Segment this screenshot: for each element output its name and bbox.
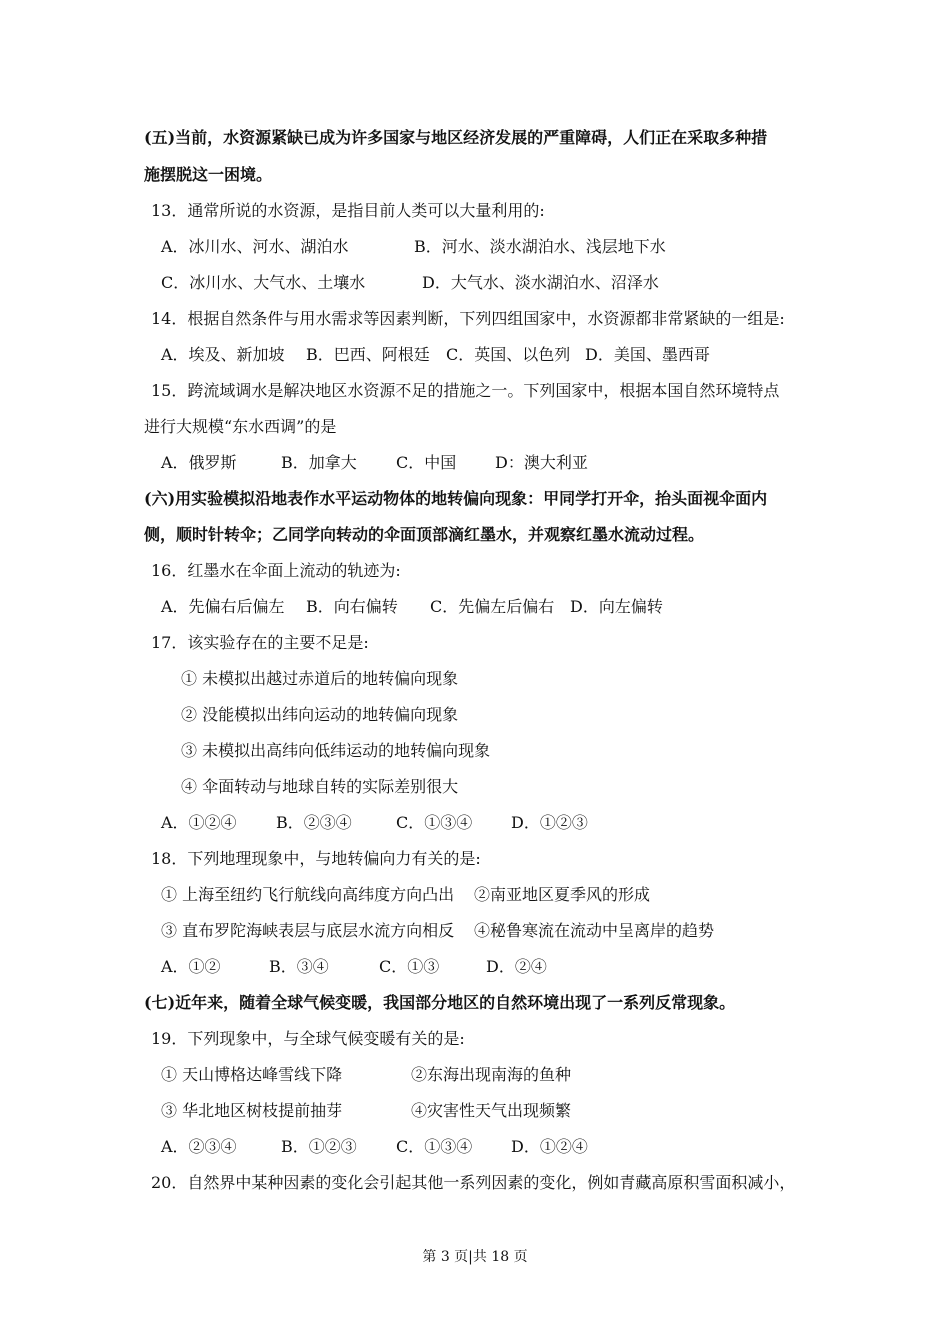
question-18-option-d: D．②④: [486, 957, 547, 976]
question-17-item-4: ④ 伞面转动与地球自转的实际差别很大: [181, 777, 459, 796]
section-7-intro: (七)近年来，随着全球气候变暖，我国部分地区的自然环境出现了一系列反常现象。: [144, 993, 736, 1012]
question-19-option-d: D．①②④: [511, 1137, 588, 1156]
question-19-item-2: ②东海出现南海的鱼种: [411, 1065, 572, 1084]
question-19-item-1: ① 天山博格达峰雪线下降: [161, 1065, 343, 1084]
question-19-stem: 19．下列现象中，与全球气候变暖有关的是:: [151, 1029, 465, 1048]
question-19-item-3: ③ 华北地区树枝提前抽芽: [161, 1101, 343, 1120]
question-18-stem: 18．下列地理现象中，与地转偏向力有关的是:: [151, 849, 481, 868]
question-18-item-1: ① 上海至纽约飞行航线向高纬度方向凸出: [161, 885, 455, 904]
question-19-option-b: B．①②③: [281, 1137, 357, 1156]
question-17-option-a: A．①②④: [161, 813, 237, 832]
question-17-item-3: ③ 未模拟出高纬向低纬运动的地转偏向现象: [181, 741, 491, 760]
question-18-item-2: ②南亚地区夏季风的形成: [474, 885, 651, 904]
question-17-option-c: C．①③④: [396, 813, 473, 832]
question-15-option-c: C．中国: [396, 453, 457, 472]
question-16-option-d: D．向左偏转: [570, 597, 663, 616]
question-18-option-c: C．①③: [379, 957, 440, 976]
question-13-option-d: D．大气水、淡水湖泊水、沼泽水: [422, 273, 659, 292]
question-15-stem-line-1: 15．跨流域调水是解决地区水资源不足的措施之一。下列国家中，根据本国自然环境特点: [151, 381, 780, 400]
question-15-option-b: B．加拿大: [281, 453, 357, 472]
question-13-option-c: C．冰川水、大气水、土壤水: [161, 273, 366, 292]
question-17-option-b: B．②③④: [276, 813, 352, 832]
question-16-option-a: A．先偏右后偏左: [161, 597, 285, 616]
question-18-item-3: ③ 直布罗陀海峡表层与底层水流方向相反: [161, 921, 455, 940]
question-16-option-c: C．先偏左后偏右: [430, 597, 555, 616]
question-13-stem: 13．通常所说的水资源，是指目前人类可以大量利用的:: [151, 201, 545, 220]
question-20-stem: 20．自然界中某种因素的变化会引起其他一系列因素的变化，例如青藏高原积雪面积减小，: [151, 1173, 796, 1192]
section-6-intro-line-1: (六)用实验模拟沿地表作水平运动物体的地转偏向现象：甲同学打开伞，抬头面视伞面内: [144, 489, 768, 508]
question-15-option-d: D：澳大利亚: [495, 453, 588, 472]
section-5-intro-line-2: 施摆脱这一困境。: [144, 165, 273, 184]
question-19-option-a: A．②③④: [161, 1137, 237, 1156]
question-18-item-4: ④秘鲁寒流在流动中呈离岸的趋势: [474, 921, 715, 940]
question-14-option-b: B．巴西、阿根廷: [306, 345, 430, 364]
question-15-option-a: A．俄罗斯: [161, 453, 237, 472]
question-18-option-a: A．①②: [161, 957, 221, 976]
question-19-item-4: ④灾害性天气出现频繁: [411, 1101, 572, 1120]
question-14-option-d: D．美国、墨西哥: [585, 345, 710, 364]
question-18-option-b: B．③④: [269, 957, 329, 976]
question-17-option-d: D．①②③: [511, 813, 588, 832]
question-17-item-1: ① 未模拟出越过赤道后的地转偏向现象: [181, 669, 459, 688]
question-17-item-2: ② 没能模拟出纬向运动的地转偏向现象: [181, 705, 459, 724]
section-5-intro-line-1: (五)当前，水资源紧缺已成为许多国家与地区经济发展的严重障碍，人们正在采取多种措: [144, 128, 768, 147]
question-14-stem: 14．根据自然条件与用水需求等因素判断，下列四组国家中，水资源都非常紧缺的一组是:: [151, 309, 785, 328]
question-19-option-c: C．①③④: [396, 1137, 473, 1156]
question-17-stem: 17．该实验存在的主要不足是:: [151, 633, 369, 652]
question-14-option-c: C．英国、以色列: [446, 345, 571, 364]
question-16-option-b: B．向右偏转: [306, 597, 398, 616]
question-13-option-a: A．冰川水、河水、湖泊水: [161, 237, 349, 256]
question-14-option-a: A．埃及、新加坡: [161, 345, 285, 364]
question-16-stem: 16．红墨水在伞面上流动的轨迹为:: [151, 561, 401, 580]
question-15-stem-line-2: 进行大规模“东水西调”的是: [144, 417, 337, 436]
page-number-footer: 第 3 页|共 18 页: [422, 1249, 528, 1265]
section-6-intro-line-2: 侧，顺时针转伞；乙同学向转动的伞面顶部滴红墨水，并观察红墨水流动过程。: [144, 525, 705, 544]
question-13-option-b: B．河水、淡水湖泊水、浅层地下水: [414, 237, 666, 256]
